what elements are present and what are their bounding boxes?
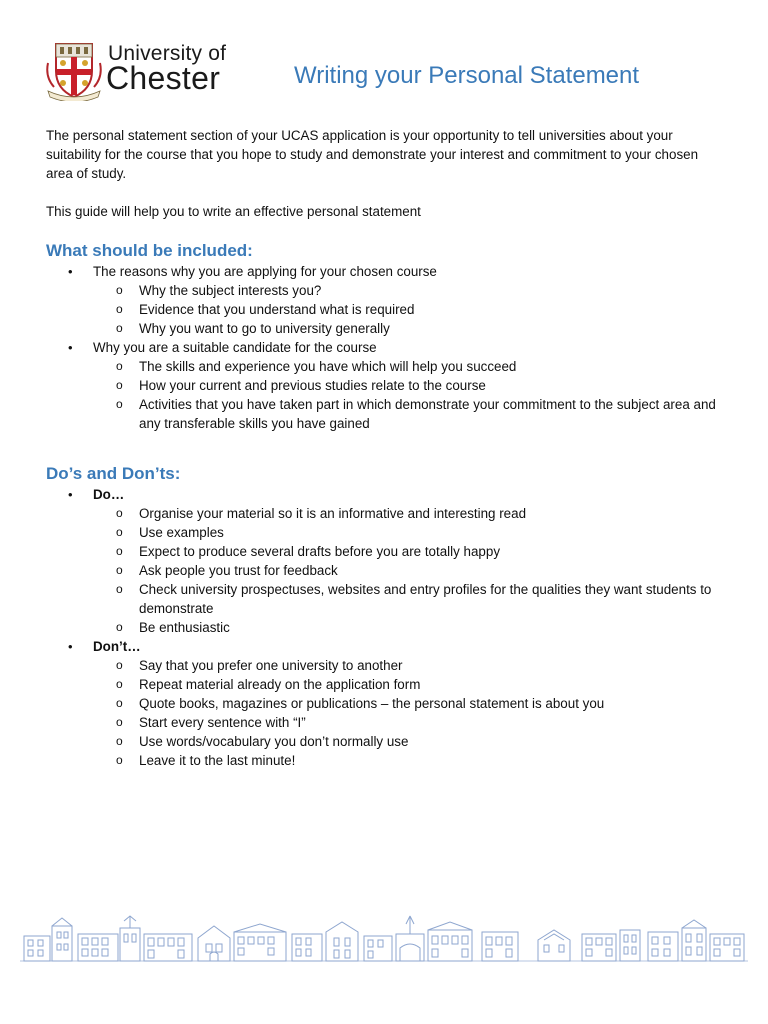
sublist [93, 504, 726, 637]
dos-donts-list [46, 485, 726, 770]
sub-bullet-icon: o [116, 753, 123, 767]
list-item-label: The reasons why you are applying for your chosen course [93, 264, 437, 279]
bullet-icon: • [68, 639, 73, 654]
logo-text-line1: University of [108, 42, 227, 65]
dos-donts-section [46, 463, 726, 770]
sublist [93, 281, 726, 338]
sub-bullet-icon: o [116, 715, 123, 729]
university-logo [46, 38, 231, 100]
document-title: Writing your Personal Statement [294, 62, 640, 89]
sublist-item: o Quote books, magazines or publications – the personal statement is about you [116, 696, 605, 711]
sub-bullet-icon: o [116, 321, 123, 335]
sub-bullet-icon: o [116, 563, 123, 577]
sub-bullet-icon: o [116, 544, 123, 558]
sub-bullet-icon: o [116, 620, 123, 634]
section-heading-included: What should be included: [46, 241, 253, 260]
guide-paragraph: This guide will help you to write an effective personal statement [46, 204, 421, 219]
included-section [46, 240, 726, 433]
sub-bullet-icon: o [116, 283, 123, 297]
sublist [93, 656, 726, 770]
sub-bullet-icon: o [116, 677, 123, 691]
sublist-item: o Organise your material so it is an informative and interesting read [116, 506, 527, 521]
bullet-icon: • [68, 264, 73, 279]
sublist-item: o Why the subject interests you? [116, 283, 322, 298]
sublist-item: o Use words/vocabulary you don’t normally use [116, 734, 409, 749]
sublist-item: o Say that you prefer one university to another [116, 658, 403, 673]
sub-bullet-icon: o [116, 302, 123, 316]
list-item [46, 262, 726, 338]
sub-bullet-icon: o [116, 582, 123, 596]
sublist-item: o Start every sentence with “I” [116, 715, 306, 730]
sublist-item: o Leave it to the last minute! [116, 753, 296, 768]
bullet-icon: • [68, 340, 73, 355]
sub-bullet-icon: o [116, 525, 123, 539]
sub-bullet-icon: o [116, 378, 123, 392]
sub-bullet-icon: o [116, 397, 123, 411]
sublist-item: o The skills and experience you have which will help you succeed [116, 359, 517, 374]
document-body [46, 126, 726, 770]
section-heading-dos-donts: Do’s and Don’ts: [46, 464, 181, 483]
list-item [46, 485, 726, 637]
sublist-item: o Use examples [116, 525, 224, 540]
included-list [46, 262, 726, 433]
sub-bullet-icon: o [116, 696, 123, 710]
sublist-item: o Activities that you have taken part in which demonstrate your commitment to the subject area and any transferable skills you have gained [116, 397, 716, 431]
sub-bullet-icon: o [116, 734, 123, 748]
sublist-item: o Be enthusiastic [116, 620, 230, 635]
bullet-icon: • [68, 487, 73, 502]
sublist-item: o Expect to produce several drafts before you are totally happy [116, 544, 501, 559]
sublist [93, 357, 726, 433]
list-item-label: Do… [93, 487, 125, 502]
list-item [46, 637, 726, 770]
intro-paragraph: The personal statement section of your UCAS application is your opportunity to tell universities about your suitability for the course that you hope to study and demonstrate your interest and commitment to your chosen area of study. [46, 128, 699, 181]
sublist-item: o Why you want to go to university generally [116, 321, 390, 336]
sublist-item: o Evidence that you understand what is required [116, 302, 415, 317]
sublist-item: o Check university prospectuses, websites and entry profiles for the qualities they want students to demonstrate [116, 582, 712, 616]
list-item-label: Don’t… [93, 639, 141, 654]
sublist-item: o Ask people you trust for feedback [116, 563, 338, 578]
chester-crest-icon [46, 41, 102, 101]
list-item [46, 338, 726, 433]
sub-bullet-icon: o [116, 658, 123, 672]
sub-bullet-icon: o [116, 506, 123, 520]
sublist-item: o Repeat material already on the application form [116, 677, 421, 692]
header [46, 38, 726, 108]
logo-text-line2: Chester [106, 60, 221, 96]
list-item-label: Why you are a suitable candidate for the course [93, 340, 377, 355]
sublist-item: o How your current and previous studies relate to the course [116, 378, 486, 393]
buildings-skyline-illustration [20, 912, 748, 962]
sub-bullet-icon: o [116, 359, 123, 373]
